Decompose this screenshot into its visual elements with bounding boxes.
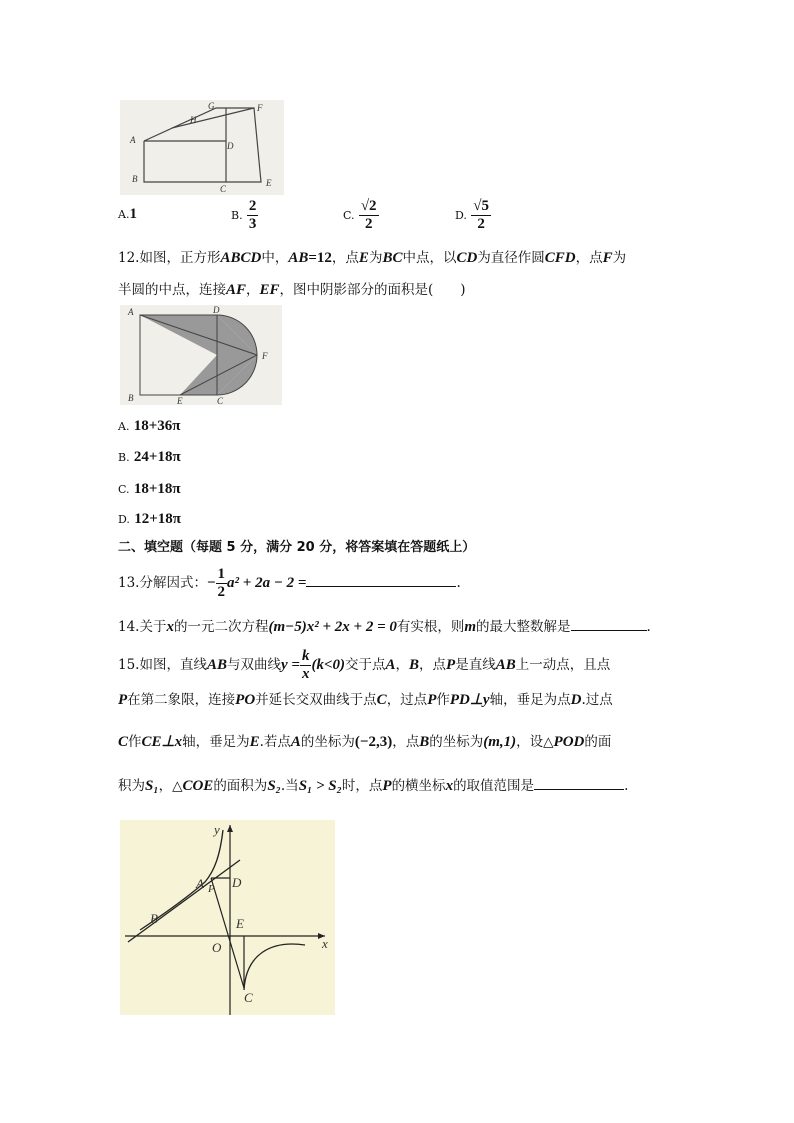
fig-label: P [208, 883, 215, 895]
option-label: D. [118, 513, 130, 526]
text-segment: ， [395, 657, 410, 673]
option-label: B. [118, 451, 130, 464]
fig-label: C [220, 184, 227, 194]
fraction [300, 648, 312, 683]
text-segment: 上一动点，且点 [515, 657, 611, 673]
text-segment: A [290, 734, 301, 750]
q14-text [118, 616, 651, 637]
fig-label: E [236, 916, 244, 931]
numerator: √5 [473, 198, 489, 214]
text-segment: P [446, 657, 456, 673]
text-segment: AB [206, 657, 227, 673]
fig-label: B [132, 174, 138, 184]
fig-label: A [130, 135, 136, 145]
text-segment: 的坐标为 [429, 734, 484, 750]
fig-label: y [214, 822, 220, 837]
text-segment: ，设△ [516, 734, 554, 750]
text-segment: x [166, 619, 174, 635]
text-segment: D [570, 692, 582, 708]
option-label: B. [231, 209, 243, 222]
text-segment: F [602, 250, 613, 266]
option-value: 12+18π [134, 511, 181, 527]
fig-label: D [213, 305, 220, 315]
text-segment: P [382, 778, 392, 794]
q12-figure [120, 305, 282, 405]
option-label: C. [118, 483, 130, 496]
text-segment: COE [182, 778, 214, 794]
text-segment: − [206, 575, 216, 591]
text-segment: EF [259, 282, 280, 298]
fraction [247, 198, 259, 233]
answer-blank[interactable] [306, 572, 456, 587]
fig-label: B [128, 393, 134, 403]
fig-label: G [208, 101, 215, 111]
text-segment: 积为 [118, 778, 145, 794]
text-segment: 半圆的中点，连接 [118, 282, 226, 298]
q11-option-b[interactable] [231, 198, 258, 233]
text-segment: S₁ > S₂ [298, 778, 342, 794]
option-label: C. [343, 209, 355, 222]
text-segment: 轴，垂足为点 [489, 692, 571, 708]
denominator: 2 [364, 216, 373, 232]
text-segment: 2 [217, 584, 226, 600]
q11-option-d[interactable] [455, 198, 491, 233]
answer-blank[interactable] [534, 775, 624, 790]
text-segment: S₂ [267, 778, 281, 794]
text-segment: 为直径作圆 [477, 250, 545, 266]
text-segment: 是直线 [455, 657, 496, 673]
text-segment: 的面积为 [213, 778, 268, 794]
text-segment: (−2,3) [354, 734, 393, 750]
text-segment: 时，点 [341, 778, 383, 794]
q11-option-c[interactable] [343, 198, 379, 233]
text-segment: x [445, 778, 454, 794]
text-segment: 13.分解因式： [118, 575, 207, 591]
text-segment: P [118, 692, 128, 708]
q15-text-line1 [118, 648, 610, 683]
text-segment: 与双曲线 [227, 657, 281, 673]
text-segment: AB [495, 657, 516, 673]
text-segment: ，点 [331, 250, 359, 266]
text-segment: 轴，垂足为 [182, 734, 250, 750]
text-segment: 为 [368, 250, 383, 266]
text-segment: C [118, 734, 129, 750]
text-segment: ，点 [392, 734, 420, 750]
text-segment: AB [288, 250, 309, 266]
q15-text-line3 [118, 732, 611, 752]
option-label: A. [118, 208, 130, 221]
text-segment: 12.如图，正方形 [118, 250, 221, 266]
text-segment: P [427, 692, 437, 708]
q15-text-line2 [118, 690, 613, 710]
text-segment: (m,1) [483, 734, 517, 750]
fraction [471, 198, 491, 233]
text-segment: AF [226, 282, 247, 298]
text-segment: x [301, 666, 310, 682]
text-segment: a² + 2a − 2 = [227, 575, 307, 591]
text-segment: 为 [612, 250, 627, 266]
text-segment: 交于点 [345, 657, 386, 673]
q12-option-d[interactable] [118, 509, 181, 530]
option-value: 18+18π [133, 481, 181, 497]
text-segment: 并延长交双曲线于点 [255, 692, 377, 708]
text-segment: 作 [436, 692, 450, 708]
option-value: 18+36π [133, 418, 181, 434]
fig-label: C [244, 990, 253, 1005]
text-segment: ，点 [575, 250, 603, 266]
text-segment: 有实根，则 [396, 619, 465, 635]
text-segment: .过点 [581, 692, 613, 708]
text-segment: ，图中阴影部分的面积是( ) [279, 282, 466, 298]
q11-option-a[interactable] [118, 204, 137, 225]
text-segment: PO [235, 692, 256, 708]
text-segment: 的坐标为 [300, 734, 355, 750]
text-segment: ABCD [220, 250, 262, 266]
text-segment: .若点 [259, 734, 291, 750]
section-heading: 二、填空题（每题 5 分，满分 20 分，将答案填在答题纸上） [118, 540, 476, 555]
text-segment: 1 [217, 566, 226, 582]
fraction [216, 566, 228, 601]
text-segment: 中点，以 [402, 250, 457, 266]
text-segment: BC [382, 250, 403, 266]
fig-label: F [257, 103, 263, 113]
text-segment: m [464, 619, 477, 635]
option-label: D. [455, 209, 467, 222]
text-segment: ，过点 [386, 692, 428, 708]
q12-text-line2 [118, 280, 466, 300]
fig-label: E [177, 396, 183, 405]
text-segment: 的取值范围是 [453, 778, 535, 794]
q15-text-line4 [118, 775, 628, 796]
text-segment: E [358, 250, 369, 266]
q12-option-a[interactable] [118, 416, 181, 437]
denominator: 3 [248, 216, 257, 232]
text-segment: 中， [261, 250, 289, 266]
fig-label: A [128, 307, 134, 317]
text-segment: k [301, 648, 310, 664]
q11-figure [120, 100, 284, 195]
text-segment: . [624, 778, 629, 794]
text-segment: E [249, 734, 260, 750]
q13-text [118, 566, 461, 601]
q12-option-b[interactable] [118, 447, 181, 468]
text-segment: C [376, 692, 387, 708]
text-segment: (m−5)x² + 2x + 2 = 0 [268, 619, 397, 635]
text-segment: B [409, 657, 420, 673]
denominator: 2 [477, 216, 485, 232]
fig-label: B [150, 911, 158, 926]
text-segment: CE⊥x [141, 734, 183, 750]
text-segment: PD⊥y [449, 692, 490, 708]
numerator: √2 [360, 198, 377, 214]
q15-figure [120, 820, 335, 1015]
fig-label: O [212, 940, 222, 955]
q12-text-line1 [118, 248, 626, 268]
text-segment: ， [246, 282, 260, 298]
text-segment: . [646, 619, 651, 635]
fig-label: E [266, 178, 272, 188]
text-segment: B [419, 734, 430, 750]
text-segment: 在第二象限，连接 [127, 692, 236, 708]
fig-label: H [190, 115, 197, 125]
option-value: 1 [129, 206, 137, 222]
text-segment: y = [281, 657, 300, 673]
text-segment: 作 [128, 734, 142, 750]
text-segment: (k<0) [311, 657, 346, 673]
text-segment: 的最大整数解是 [476, 619, 571, 635]
q12-option-c[interactable] [118, 479, 181, 500]
text-segment: S₁ [145, 778, 159, 794]
text-segment: CFD [544, 250, 576, 266]
text-segment: ，点 [419, 657, 447, 673]
option-value: 24+18π [133, 449, 181, 465]
text-segment: 的横坐标 [391, 778, 446, 794]
text-segment: 15.如图，直线 [118, 657, 207, 673]
fig-label: D [227, 141, 234, 151]
fraction [359, 198, 379, 233]
text-segment: A [385, 657, 396, 673]
text-segment: .当 [280, 778, 299, 794]
numerator: 2 [248, 198, 257, 214]
text-segment: 的面 [584, 734, 612, 750]
fig-label: F [262, 351, 268, 361]
fig-label: x [322, 936, 328, 951]
fig-label: A [196, 876, 204, 891]
answer-blank[interactable] [571, 616, 647, 631]
fig-label: C [217, 396, 224, 405]
option-label: A. [118, 420, 130, 433]
fig-label: D [232, 875, 242, 890]
text-segment: 14.关于 [118, 619, 167, 635]
text-segment: 的一元二次方程 [173, 619, 269, 635]
text-segment: CD [456, 250, 478, 266]
text-segment: . [456, 575, 461, 591]
text-segment: POD [553, 734, 585, 750]
text-segment: ，△ [158, 778, 183, 794]
text-segment: =12 [308, 250, 332, 266]
